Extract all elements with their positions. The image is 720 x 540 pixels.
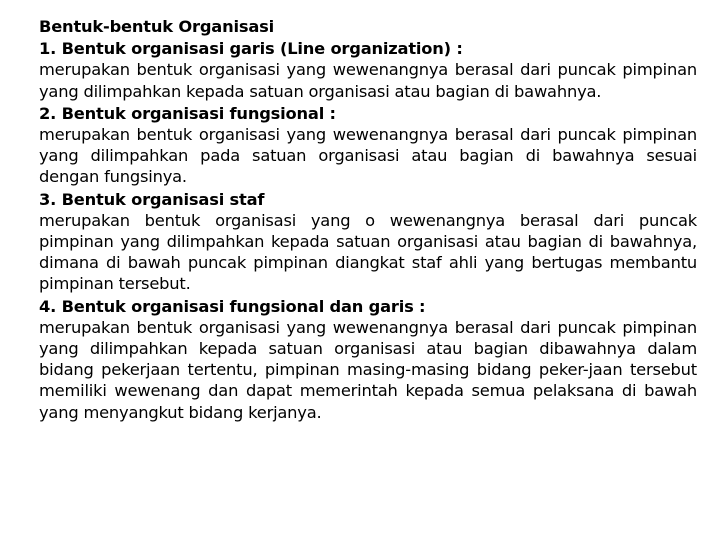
section-line-organization xyxy=(39,38,697,102)
text-line: pimpinan yang dilimpahkan kepada satuan organisasi atau bagian di xyxy=(39,60,697,101)
text-line: bidang peker-jaan tersebut memiliki wewenang dan dapat memerintah xyxy=(39,360,697,401)
text-line: bertugas membantu pimpinan tersebut. xyxy=(39,253,698,294)
slide-title: Bentuk-bentuk Organisasi xyxy=(39,17,274,36)
text-line: bawahnya, dimana di bawah puncak pimpinan diangkat staf ahli yang xyxy=(39,232,697,273)
section-body xyxy=(39,124,697,188)
text-line: kepada semua pelaksana di bawah yang menyangkut bidang kerjanya. xyxy=(39,381,697,422)
section-heading: 3. Bentuk organisasi staf xyxy=(39,189,265,209)
section-heading: 1. Bentuk organisasi garis (Line organization) : xyxy=(39,39,463,59)
section-heading: 4. Bentuk organisasi fungsional dan garis : xyxy=(39,296,426,316)
section-functional-organization xyxy=(39,103,697,188)
text-line: pimpinan yang dilimpahkan pada satuan organisasi atau bagian di xyxy=(39,125,697,166)
text-line: bawahnya sesuai dengan fungsinya. xyxy=(39,146,697,187)
section-heading: 2. Bentuk organisasi fungsional : xyxy=(39,103,336,123)
text-line: merupakan bentuk organisasi yang wewenangnya berasal dari puncak xyxy=(39,125,616,145)
text-line: merupakan bentuk organisasi yang o wewenangnya berasal dari puncak xyxy=(39,210,697,230)
text-line: merupakan bentuk organisasi yang wewenangnya berasal dari puncak xyxy=(39,317,616,337)
section-body xyxy=(39,317,697,423)
section-body xyxy=(39,210,697,295)
section-body xyxy=(39,59,697,101)
text-line: pimpinan yang dilimpahkan kepada satuan organisasi atau bagian di xyxy=(39,232,603,252)
text-line: bawahnya. xyxy=(514,81,602,101)
section-staff-organization xyxy=(39,189,697,295)
text-line: merupakan bentuk organisasi yang wewenangnya berasal dari puncak xyxy=(39,60,616,80)
section-functional-line-organization xyxy=(39,296,697,423)
text-line: pimpinan yang dilimpahkan kepada satuan organisasi atau bagian xyxy=(39,317,697,359)
slide-content xyxy=(39,16,697,423)
text-line: dibawahnya dalam bidang pekerjaan tertentu, pimpinan masing-masing xyxy=(39,339,697,380)
